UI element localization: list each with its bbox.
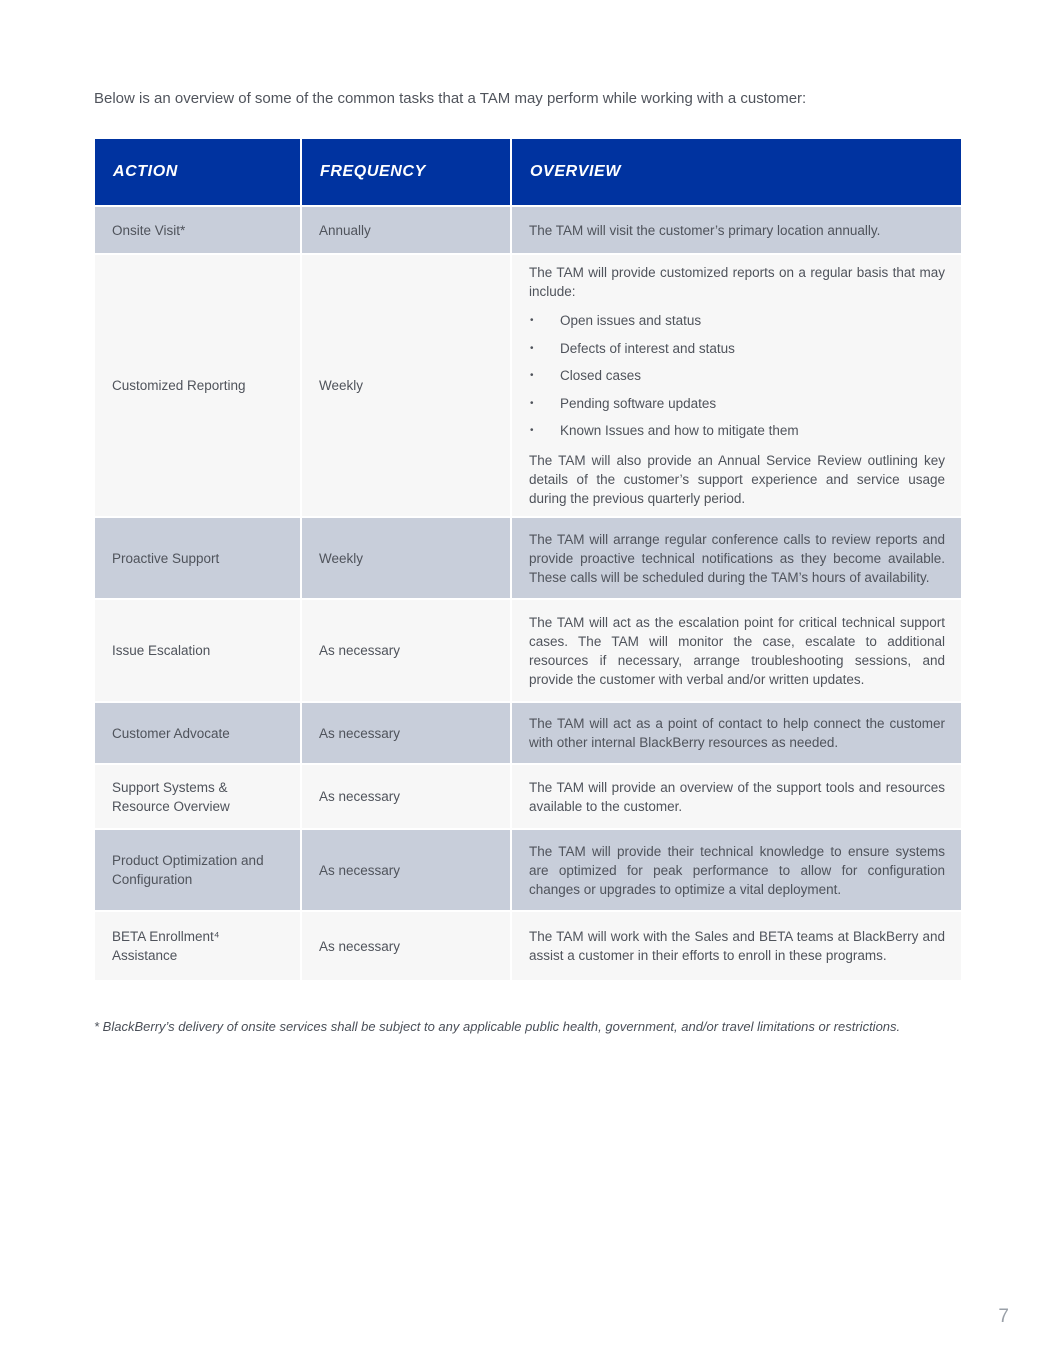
- overview-cell: The TAM will act as the escalation point for critical technical support cases. The TAM will monitor the case, escalate to additional resources if necessary, arrange troubleshooting sessions, and provide the customer with verbal and/or written updates.: [511, 599, 961, 702]
- bullet-icon: •: [530, 425, 534, 437]
- frequency-cell: Weekly: [301, 254, 511, 517]
- overview-cell: The TAM will visit the customer’s primary location annually.: [511, 206, 961, 254]
- header-action: ACTION: [95, 139, 301, 206]
- frequency-cell: Weekly: [301, 517, 511, 599]
- page-number: 7: [998, 1306, 1009, 1327]
- table-row: [95, 702, 961, 764]
- table-row: [95, 764, 961, 829]
- overview-cell: The TAM will arrange regular conference calls to review reports and provide proactive technical notifications as they become available. These calls will be scheduled during the TAM’s hours of availability.: [511, 517, 961, 599]
- table-row: [95, 206, 961, 254]
- frequency-cell: As necessary: [301, 764, 511, 829]
- table-row: [95, 254, 961, 517]
- overview-intro: The TAM will provide customized reports on a regular basis that may include:: [529, 265, 945, 300]
- list-item-text: Known Issues and how to mitigate them: [560, 423, 799, 439]
- table-row: [95, 599, 961, 702]
- overview-cell: The TAM will work with the Sales and BETA teams at BlackBerry and assist a customer in their efforts to enroll in these programs.: [511, 911, 961, 980]
- action-cell: Product Optimization and Configuration: [95, 829, 301, 911]
- header-overview: OVERVIEW: [511, 139, 961, 206]
- action-cell: Onsite Visit*: [95, 206, 301, 254]
- frequency-cell: As necessary: [301, 599, 511, 702]
- overview-cell: The TAM will provide an overview of the support tools and resources available to the customer.: [511, 764, 961, 829]
- action-cell: Customer Advocate: [95, 702, 301, 764]
- table-row: [95, 829, 961, 911]
- frequency-cell: Annually: [301, 206, 511, 254]
- action-cell: BETA Enrollment⁴ Assistance: [95, 911, 301, 980]
- footnote: * BlackBerry’s delivery of onsite services shall be subject to any applicable public health, government, and/or travel limitations or restrictions.: [94, 1019, 901, 1034]
- list-item: [529, 307, 945, 335]
- action-cell: Support Systems & Resource Overview: [95, 764, 301, 829]
- table-row: [95, 911, 961, 980]
- action-cell: Customized Reporting: [95, 254, 301, 517]
- list-item: [529, 362, 945, 390]
- list-item-text: Closed cases: [560, 368, 642, 384]
- intro-text: Below is an overview of some of the common tasks that a TAM may perform while working with a customer:: [94, 90, 807, 107]
- tam-tasks-table: [95, 139, 961, 980]
- bullet-icon: •: [530, 370, 534, 382]
- frequency-cell: As necessary: [301, 911, 511, 980]
- list-item-text: Pending software updates: [560, 395, 717, 411]
- bullet-icon: •: [530, 342, 534, 354]
- action-cell: Proactive Support: [95, 517, 301, 599]
- list-item: [529, 390, 945, 418]
- overview-cell: The TAM will provide their technical knowledge to ensure systems are optimized for peak performance to allow for configuration changes or upgrades to optimize a vital deployment.: [511, 829, 961, 911]
- overview-bullet-list: [529, 307, 945, 445]
- header-frequency: FREQUENCY: [301, 139, 511, 206]
- overview-outro: The TAM will also provide an Annual Service Review outlining key details of the customer’s support experience and service usage during the previous quarterly period.: [529, 452, 945, 506]
- overview-cell: The TAM will act as a point of contact to help connect the customer with other internal BlackBerry resources as needed.: [511, 702, 961, 764]
- frequency-cell: As necessary: [301, 702, 511, 764]
- action-cell: Issue Escalation: [95, 599, 301, 702]
- list-item-text: Defects of interest and status: [560, 340, 735, 356]
- list-item: [529, 417, 945, 445]
- list-item: [529, 335, 945, 363]
- overview-cell: [511, 254, 961, 517]
- table-header-row: [95, 139, 961, 206]
- table-row: [95, 517, 961, 599]
- frequency-cell: As necessary: [301, 829, 511, 911]
- bullet-icon: •: [530, 315, 534, 327]
- list-item-text: Open issues and status: [560, 313, 702, 329]
- bullet-icon: •: [530, 397, 534, 409]
